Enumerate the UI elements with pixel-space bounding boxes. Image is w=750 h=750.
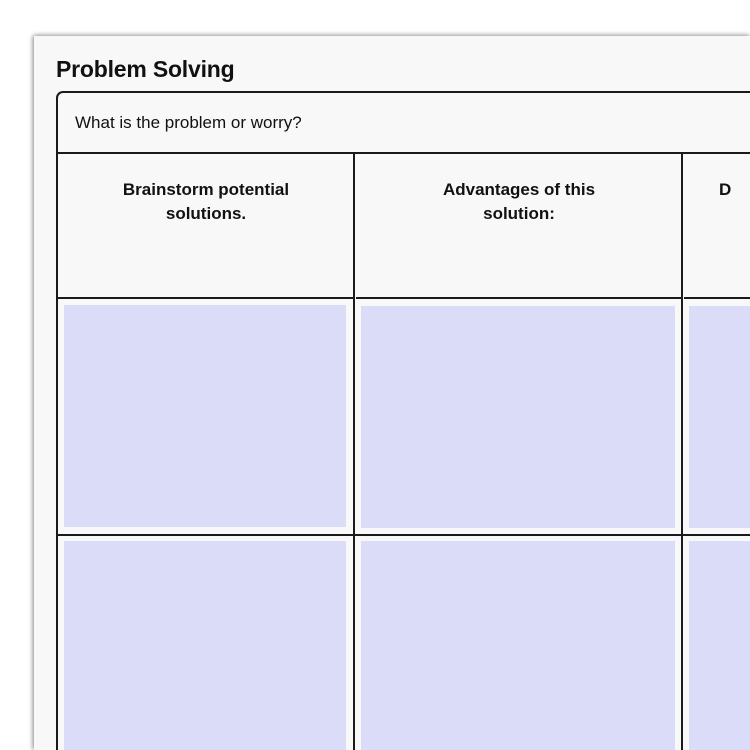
answer-cell-advantages-1[interactable] bbox=[361, 306, 675, 528]
row-divider-1 bbox=[58, 534, 750, 536]
column-header-disadvantages bbox=[684, 154, 750, 299]
column-divider-2 bbox=[681, 154, 683, 750]
answer-cell-disadvantages-2[interactable] bbox=[689, 541, 750, 750]
answer-cell-brainstorm-1[interactable] bbox=[64, 305, 346, 527]
problem-solving-table bbox=[56, 91, 750, 750]
answer-cell-brainstorm-2[interactable] bbox=[64, 541, 346, 750]
column-header-advantages bbox=[356, 154, 682, 299]
column-header-brainstorm-line2: solutions. bbox=[165, 204, 247, 223]
answer-cell-disadvantages-1[interactable] bbox=[689, 306, 750, 528]
column-header-advantages-line1: Advantages of this bbox=[442, 180, 596, 199]
worksheet-page bbox=[34, 36, 750, 750]
column-divider-1 bbox=[353, 154, 355, 750]
column-header-brainstorm bbox=[58, 154, 354, 299]
answer-cell-advantages-2[interactable] bbox=[361, 541, 675, 750]
worksheet-title: Problem Solving bbox=[56, 56, 235, 82]
problem-prompt: What is the problem or worry? bbox=[75, 113, 302, 132]
column-header-brainstorm-line1: Brainstorm potential bbox=[122, 180, 290, 199]
problem-row bbox=[58, 93, 750, 154]
column-header-advantages-line2: solution: bbox=[483, 204, 555, 223]
column-header-disadvantages-line1: D bbox=[719, 180, 732, 199]
